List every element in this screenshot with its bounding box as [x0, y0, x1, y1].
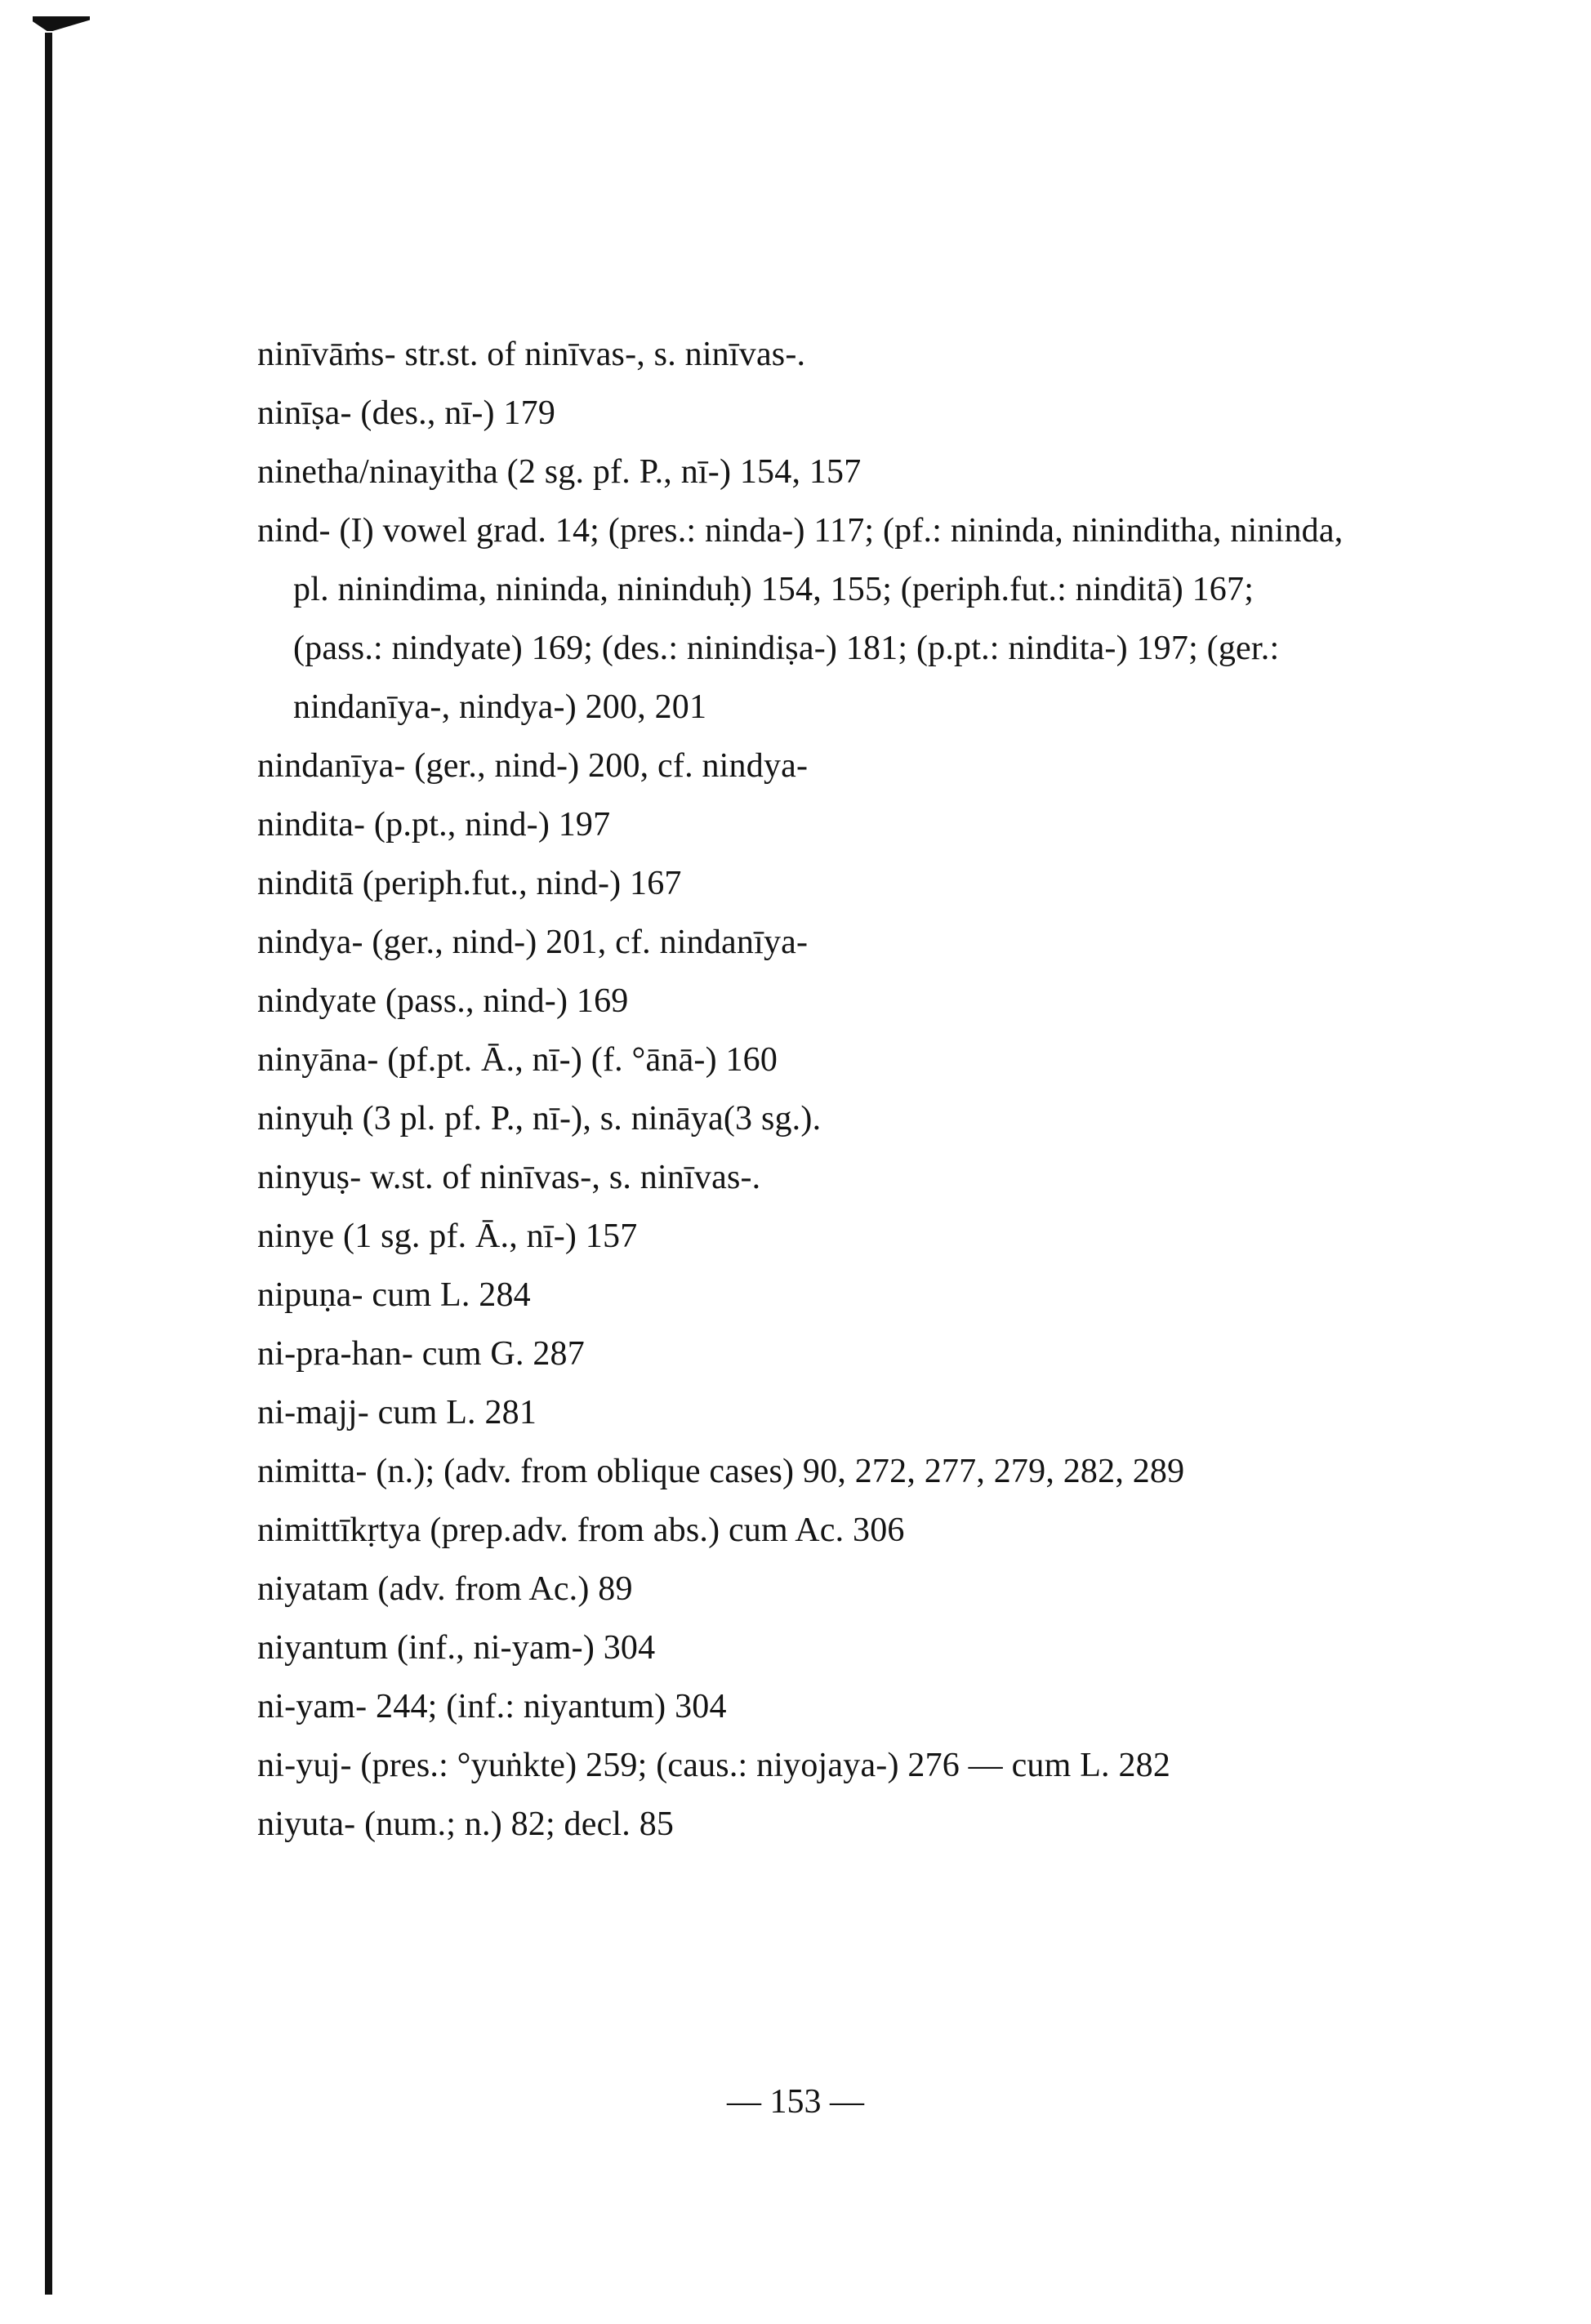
index-entry: nind- (I) vowel grad. 14; (pres.: ninda-) 117; (pf.: nininda, nininditha, nininda, pl. ninindima, nininda, nininduḥ) 154, 155; (periph.fut.: ninditā) 167; (pass.: nindyate) 169; (des.: ninindiṣa-) 181; (p.pt.: nindita-) 197; (ger.: nindanīya-, nindya-) 200, 201 [257, 512, 1344, 726]
index-entry: ninetha/ninayitha (2 sg. pf. P., nī-) 154, 157 [257, 453, 862, 491]
page-edge-mark [33, 16, 90, 31]
index-entry: nindanīya- (ger., nind-) 200, cf. nindya- [257, 747, 809, 785]
index-entry: niyantum (inf., ni-yam-) 304 [257, 1629, 656, 1667]
index-entry: ni-majj- cum L. 281 [257, 1394, 537, 1431]
index-entries [257, 325, 1352, 1854]
index-entry: ni-yam- 244; (inf.: niyantum) 304 [257, 1688, 727, 1725]
index-entry: ninīvāṁs- str.st. of ninīvas-, s. ninīvas-. [257, 336, 806, 373]
index-entry: ninīṣa- (des., nī-) 179 [257, 394, 556, 432]
page-number: — 153 — [727, 2083, 864, 2121]
index-entry: niyatam (adv. from Ac.) 89 [257, 1570, 633, 1608]
index-entry: nipuṇa- cum L. 284 [257, 1276, 531, 1314]
index-entry: nindita- (p.pt., nind-) 197 [257, 806, 611, 844]
index-entry: ni-yuj- (pres.: °yuṅkte) 259; (caus.: niyojaya-) 276 — cum L. 282 [257, 1747, 1171, 1784]
index-entry: nimittīkṛtya (prep.adv. from abs.) cum Ac. 306 [257, 1511, 905, 1549]
index-entry: ninditā (periph.fut., nind-) 167 [257, 865, 682, 902]
index-entry: ninyuṣ- w.st. of ninīvas-, s. ninīvas-. [257, 1159, 761, 1196]
index-entry: nindyate (pass., nind-) 169 [257, 982, 629, 1020]
index-entry: nimitta- (n.); (adv. from oblique cases) 90, 272, 277, 279, 282, 289 [257, 1453, 1185, 1490]
index-entry: ninyāna- (pf.pt. Ā., nī-) (f. °ānā-) 160 [257, 1041, 778, 1079]
index-entry: ninye (1 sg. pf. Ā., nī-) 157 [257, 1218, 638, 1255]
index-entry: ni-pra-han- cum G. 287 [257, 1335, 585, 1373]
index-entry: niyuta- (num.; n.) 82; decl. 85 [257, 1805, 675, 1843]
page-binding-edge [45, 33, 52, 2295]
index-entry: nindya- (ger., nind-) 201, cf. nindanīya- [257, 924, 809, 961]
index-entry: ninyuḥ (3 pl. pf. P., nī-), s. nināya(3 sg.). [257, 1100, 822, 1138]
